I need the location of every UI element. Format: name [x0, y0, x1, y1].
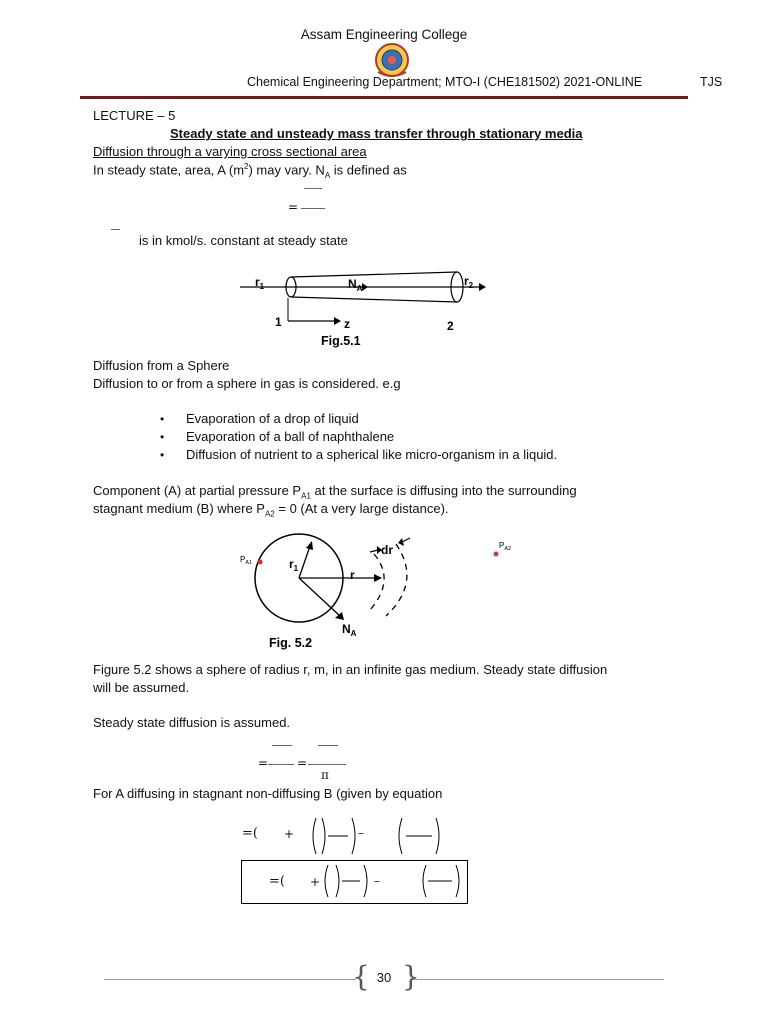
- footer-brace-left: {: [352, 960, 370, 993]
- equation-2-lhs: =(: [269, 874, 285, 889]
- department-line: Chemical Engineering Department; MTO-I (CHE181502) 2021-ONLINE: [247, 75, 643, 89]
- fig1-z-arrow: [334, 317, 341, 325]
- fraction-bar: [301, 208, 325, 209]
- main-title: Steady state and unsteady mass transfer through stationary media: [170, 126, 583, 141]
- fig1-caption: Fig.5.1: [321, 334, 361, 348]
- equation-1-minus: –: [358, 826, 364, 840]
- fig2-pa2-dot: [494, 552, 499, 557]
- equation-equals: =: [258, 756, 269, 770]
- header-rule: [80, 96, 688, 99]
- college-emblem-icon: [374, 42, 410, 78]
- college-name: Assam Engineering College: [300, 27, 468, 42]
- fig2-r1-arrow: [306, 541, 313, 550]
- fig1-axis-arrow: [479, 283, 486, 291]
- fig1-label-z: z: [344, 317, 350, 331]
- footer-brace-right: }: [402, 960, 420, 993]
- sphere-intro: Diffusion to or from a sphere in gas is considered. e.g: [93, 376, 401, 391]
- fig1-label-na: $N_A$: [348, 277, 363, 293]
- fig2-label-pa1: $P_{A1}$: [240, 555, 253, 566]
- page-number: 30: [376, 970, 392, 985]
- equation-1-lhs: =(: [242, 826, 258, 841]
- fig2-pa1-dot: [258, 560, 263, 565]
- fig1-na-arrow: [362, 283, 368, 291]
- fraction-bar: [308, 764, 346, 765]
- component-paragraph-line1: Component (A) at partial pressure $P_{A1}$ at the surface is diffusing into the surrounding: [93, 483, 577, 501]
- stagnant-b-line: For A diffusing in stagnant non-diffusing B (given by equation: [93, 786, 443, 801]
- equation-2-fractions: [322, 863, 462, 899]
- steady-state-area-line: In steady state, area, A $(m^2)$ may vary. $N_A$ is defined as: [93, 162, 407, 180]
- author-initials: TJS: [700, 75, 723, 89]
- bullet-icon: •: [160, 448, 165, 462]
- figure-5-1: [236, 266, 486, 350]
- equation-1-plus: +: [284, 827, 295, 841]
- fig2-label-r: r: [350, 568, 355, 582]
- section-heading-sphere: Diffusion from a Sphere: [93, 358, 230, 373]
- fraction-bar: [304, 188, 322, 189]
- fraction-bar: [111, 229, 120, 230]
- equation-1-fractions: [308, 816, 448, 856]
- fraction-bar: [268, 764, 294, 765]
- fig2-label-na: $N_A$: [342, 622, 357, 638]
- fig1-label-r2: $r_2$: [464, 274, 474, 290]
- fraction-bar: [318, 745, 338, 746]
- equation-equals: =: [297, 756, 308, 770]
- component-paragraph-line2: stagnant medium (B) where $P_{A2} = 0$ (At a very large distance).: [93, 501, 449, 519]
- equation-2-plus: +: [310, 875, 321, 889]
- fig2-r-arrow: [374, 574, 382, 582]
- fraction-bar: [272, 745, 292, 746]
- fig1-label-2: 2: [447, 319, 454, 333]
- fig1-tube-bottom: [291, 297, 457, 302]
- figure-description-line1: Figure 5.2 shows a sphere of radius r, m, in an infinite gas medium. Steady state diffusion: [93, 662, 608, 677]
- footer-rule-left: [104, 979, 356, 980]
- lecture-number: LECTURE – 5: [93, 108, 176, 123]
- fig2-label-pa2: $P_{A2}$: [499, 541, 512, 552]
- fig1-label-1: 1: [275, 315, 282, 329]
- fig2-label-dr: dr: [381, 543, 393, 557]
- bullet-icon: •: [160, 412, 165, 426]
- steady-state-assumed: Steady state diffusion is assumed.: [93, 715, 291, 730]
- figure-description-line2: will be assumed.: [93, 680, 190, 695]
- fig2-label-r1: $r_1$: [289, 557, 299, 573]
- bullet-icon: •: [160, 430, 165, 444]
- equation-pi: π: [321, 768, 329, 782]
- fig2-dashed-arc-inner: [370, 554, 384, 610]
- equation-2-minus: –: [374, 874, 380, 888]
- footer-rule-right: [412, 979, 664, 980]
- equation-equals: =: [288, 200, 299, 214]
- section-heading-varying-area: Diffusion through a varying cross sectional area: [93, 144, 367, 159]
- fig2-caption: Fig. 5.2: [269, 636, 313, 650]
- constant-note: is in kmol/s. constant at steady state: [139, 233, 348, 248]
- fig1-label-r1: $r_1$: [255, 275, 265, 291]
- figure-5-2: [236, 532, 526, 654]
- fig1-tube-top: [291, 272, 457, 277]
